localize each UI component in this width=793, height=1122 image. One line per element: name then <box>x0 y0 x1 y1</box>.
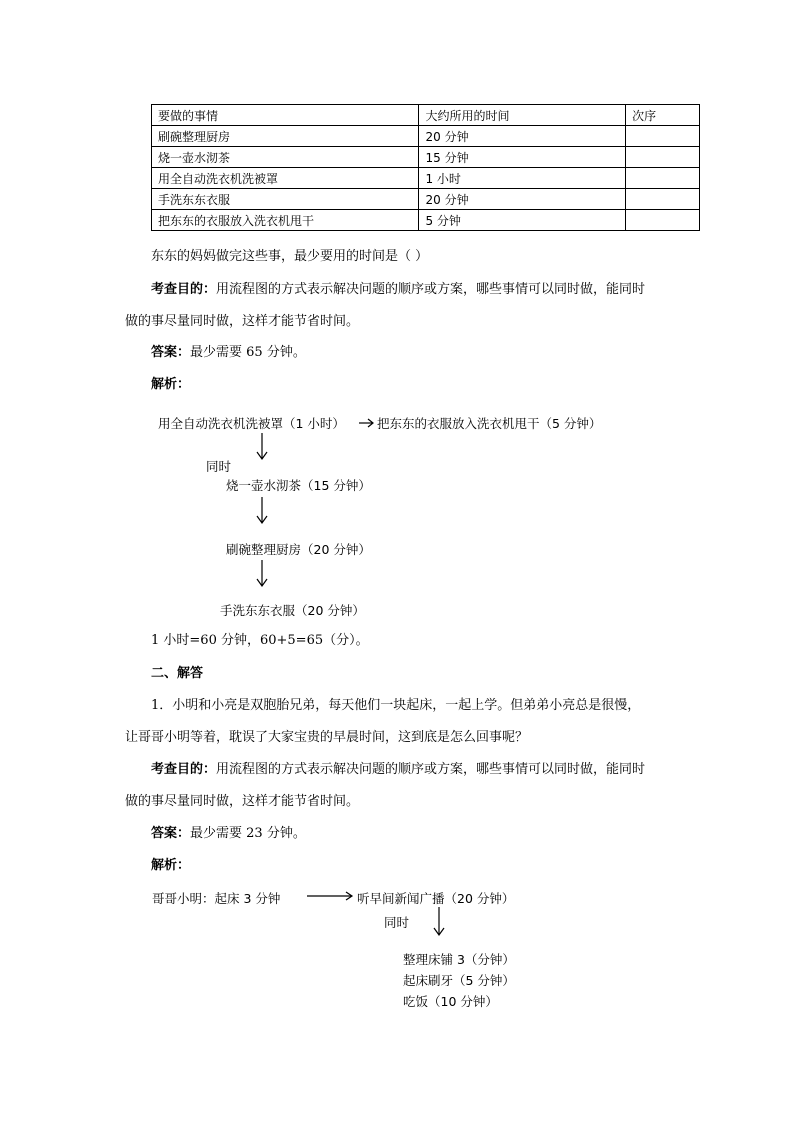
table-row <box>152 147 700 168</box>
down-arrow-icon <box>255 497 269 525</box>
table-row <box>152 168 700 189</box>
task-table <box>151 104 700 231</box>
question-line-1: 1．小明和小亮是双胞胎兄弟，每天他们一块起床，一起上学。但弟弟小亮总是很慢， <box>151 698 641 713</box>
flow-step-wash-cover: 用全自动洗衣机洗被罩（1 小时） <box>158 416 345 431</box>
down-arrow-icon <box>255 433 269 461</box>
calculation-text: 1 小时=60 分钟，60+5=65（分）。 <box>151 633 369 648</box>
answer-label: 答案： <box>151 345 191 360</box>
down-arrow-icon <box>432 907 446 937</box>
table-cell: 15 分钟 <box>419 147 626 168</box>
flow-news: 听早间新闻广播（20 分钟） <box>357 891 515 906</box>
purpose-label: 考查目的： <box>151 282 217 297</box>
table-row <box>152 126 700 147</box>
purpose-label: 考查目的： <box>151 762 217 777</box>
answer-text: 最少需要 65 分钟。 <box>190 345 306 360</box>
flow-step-tea: 烧一壶水沏茶（15 分钟） <box>226 478 371 493</box>
table-cell: 1 小时 <box>419 168 626 189</box>
table-cell: 手洗东东衣服 <box>152 189 419 210</box>
table-header-row <box>152 105 700 126</box>
table-cell <box>626 168 700 189</box>
table-header: 次序 <box>626 105 700 126</box>
purpose-line-2: 做的事尽量同时做，这样才能节省时间。 <box>125 794 360 809</box>
flow-item-meal: 吃饭（10 分钟） <box>403 994 498 1009</box>
purpose-line-2: 做的事尽量同时做，这样才能节省时间。 <box>125 314 360 329</box>
table-header: 大约所用的时间 <box>419 105 626 126</box>
answer-line <box>151 344 306 362</box>
table-cell <box>626 126 700 147</box>
right-arrow-icon <box>307 890 355 902</box>
purpose-line <box>151 761 645 779</box>
section-heading: 二、解答 <box>151 666 204 681</box>
flow-step-handwash: 手洗东东衣服（20 分钟） <box>220 603 365 618</box>
flow-item-teeth: 起床刷牙（5 分钟） <box>403 973 515 988</box>
table-cell <box>626 210 700 231</box>
table-header: 要做的事情 <box>152 105 419 126</box>
table-cell: 刷碗整理厨房 <box>152 126 419 147</box>
flow-start: 哥哥小明：起床 3 分钟 <box>152 891 281 906</box>
table-cell: 20 分钟 <box>419 126 626 147</box>
analysis-label: 解析： <box>151 377 191 392</box>
purpose-text: 用流程图的方式表示解决问题的顺序或方案，哪些事情可以同时做，能同时 <box>216 762 646 777</box>
table-cell: 烧一壶水沏茶 <box>152 147 419 168</box>
table-cell: 20 分钟 <box>419 189 626 210</box>
same-time-label: 同时 <box>384 915 410 930</box>
table-cell <box>626 147 700 168</box>
table-cell: 用全自动洗衣机洗被罩 <box>152 168 419 189</box>
table-row <box>152 189 700 210</box>
flow-step-dishes: 刷碗整理厨房（20 分钟） <box>226 542 371 557</box>
question-text: 东东的妈妈做完这些事，最少要用的时间是（ ） <box>151 249 429 264</box>
same-time-label: 同时 <box>206 459 232 474</box>
right-arrow-icon <box>358 417 376 429</box>
down-arrow-icon <box>255 560 269 588</box>
question-line-2: 让哥哥小明等着，耽误了大家宝贵的早晨时间，这到底是怎么回事呢？ <box>125 730 529 745</box>
table-cell: 把东东的衣服放入洗衣机甩干 <box>152 210 419 231</box>
flow-step-spin-dry: 把东东的衣服放入洗衣机甩干（5 分钟） <box>377 416 602 431</box>
table-cell: 5 分钟 <box>419 210 626 231</box>
table-row <box>152 210 700 231</box>
analysis-label: 解析： <box>151 858 191 873</box>
flow-item-bed: 整理床铺 3（分钟） <box>403 952 515 967</box>
table-cell <box>626 189 700 210</box>
answer-label: 答案： <box>151 826 191 841</box>
purpose-text: 用流程图的方式表示解决问题的顺序或方案，哪些事情可以同时做，能同时 <box>216 282 646 297</box>
purpose-line <box>151 281 645 299</box>
answer-line <box>151 825 306 843</box>
answer-text: 最少需要 23 分钟。 <box>190 826 306 841</box>
